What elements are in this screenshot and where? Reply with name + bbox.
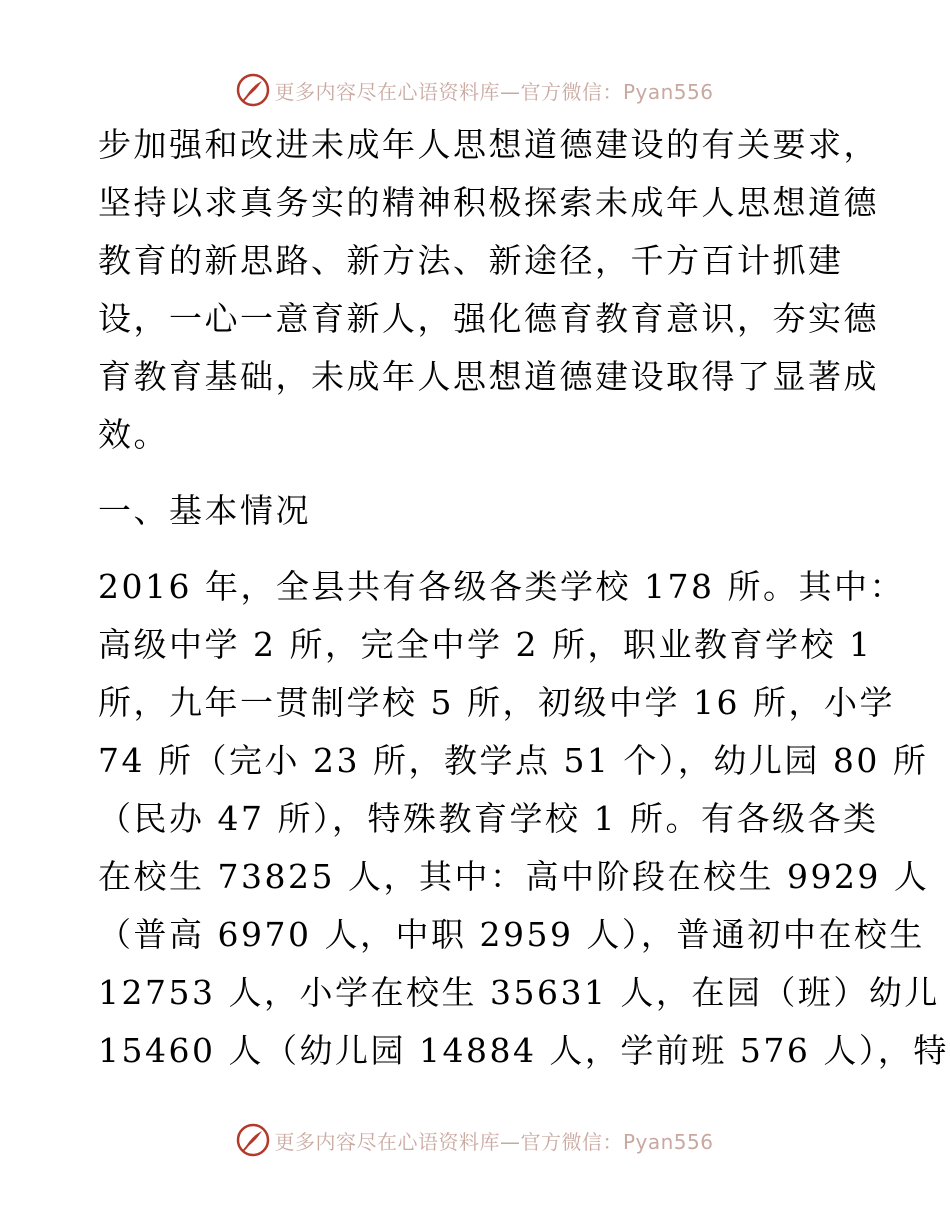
header-banner	[0, 70, 950, 110]
paragraph-2-line-2: 高级中学 2 所，完全中学 2 所，职业教育学校 1	[98, 625, 873, 664]
paragraph-1-line-6: 效。	[98, 415, 169, 454]
feather-pen-logo-icon	[236, 1123, 270, 1157]
paragraph-1-line-3: 教育的新思路、新方法、新途径，千方百计抓建	[98, 241, 844, 280]
paragraph-1-line-1: 步加强和改进未成年人思想道德建设的有关要求，	[98, 125, 879, 164]
paragraph-2-line-7: （普高 6970 人，中职 2959 人），普通初中在校生	[98, 915, 925, 954]
paragraph-2-line-9: 15460 人（幼儿园 14884 人，学前班 576 人），特	[98, 1031, 949, 1070]
feather-pen-logo-icon	[236, 73, 270, 107]
paragraph-2-line-3: 所，九年一贯制学校 5 所，初级中学 16 所，小学	[98, 683, 895, 722]
paragraph-2-line-1: 2016 年，全县共有各级各类学校 178 所。其中：	[98, 567, 905, 606]
paragraph-1-line-4: 设，一心一意育新人，强化德育教育意识，夯实德	[98, 299, 879, 338]
paragraph-1-line-5: 育教育基础，未成年人思想道德建设取得了显著成	[98, 357, 879, 396]
paragraph-2-line-5: （民办 47 所），特殊教育学校 1 所。有各级各类	[98, 799, 879, 838]
paragraph-2-line-6: 在校生 73825 人，其中：高中阶段在校生 9929 人	[98, 857, 930, 896]
footer-banner-text: 更多内容尽在心语资料库—官方微信：Pyan556	[274, 1129, 714, 1154]
paragraph-1-line-2: 坚持以求真务实的精神积极探索未成年人思想道德	[98, 183, 879, 222]
header-banner-text: 更多内容尽在心语资料库—官方微信：Pyan556	[274, 79, 714, 104]
paragraph-2-line-8: 12753 人，小学在校生 35631 人，在园（班）幼儿	[98, 973, 940, 1012]
section-heading: 一、基本情况	[98, 491, 311, 530]
footer-banner	[0, 1120, 950, 1160]
paragraph-2-line-4: 74 所（完小 23 所，教学点 51 个），幼儿园 80 所	[98, 741, 929, 780]
